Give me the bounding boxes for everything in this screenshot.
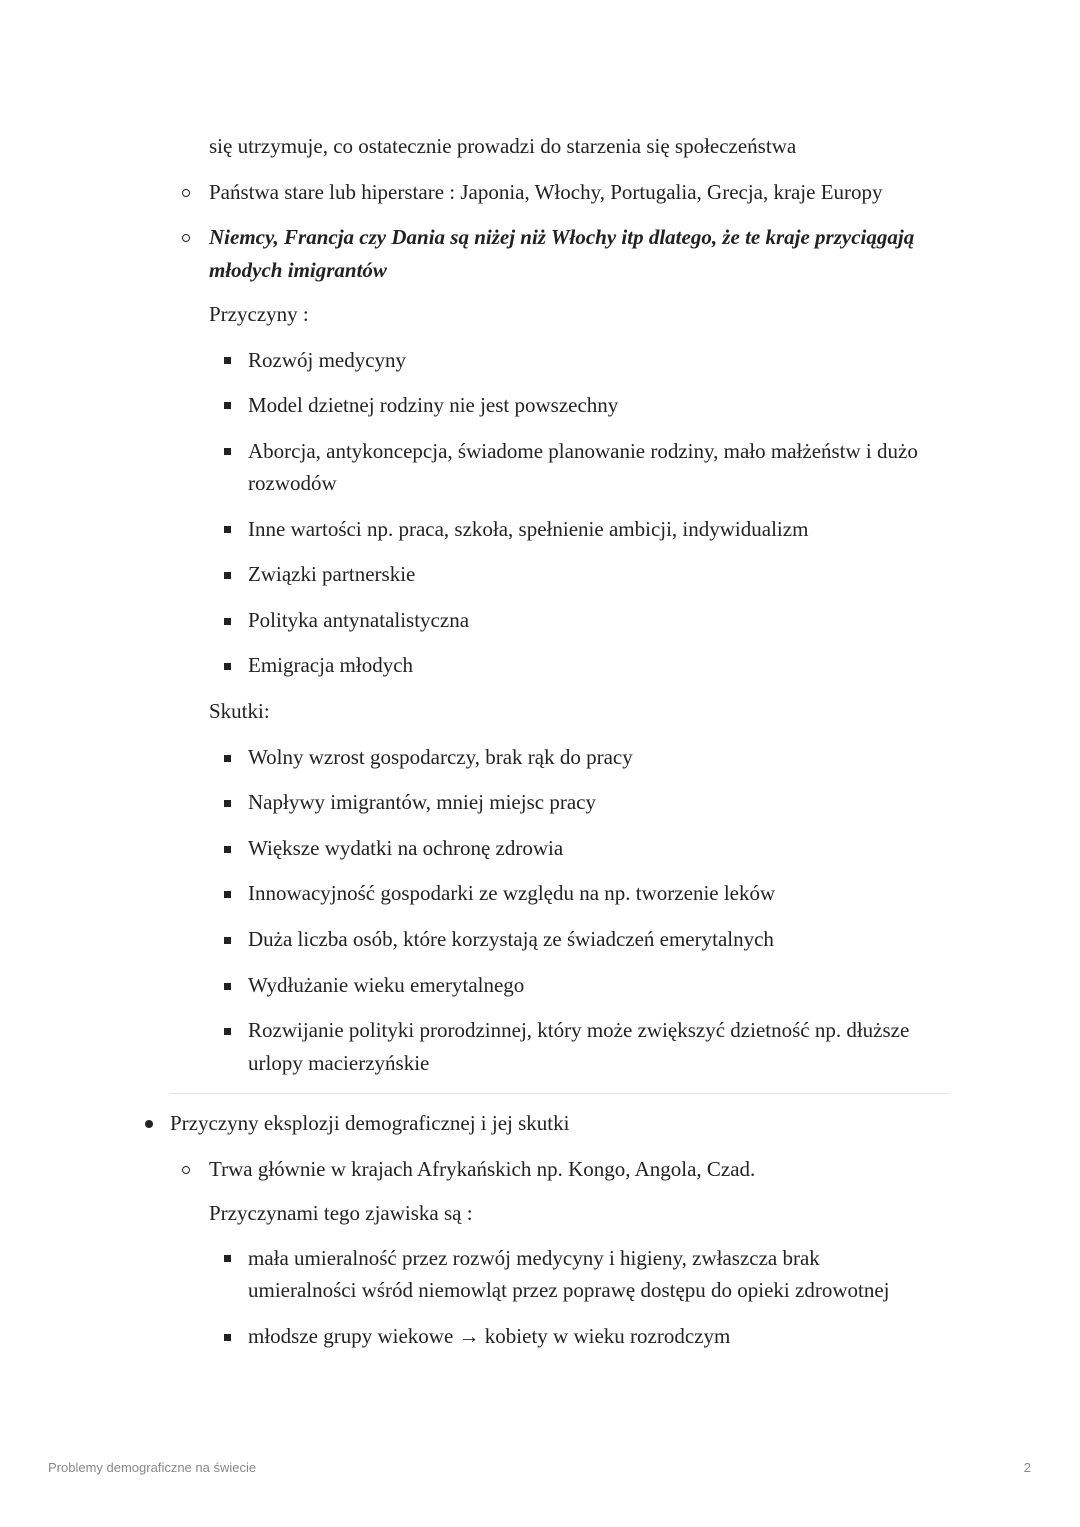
square-bullet-icon: [224, 846, 231, 853]
square-bullet-icon: [224, 891, 231, 898]
square-bullet-icon: [224, 1334, 231, 1341]
cause-item: Model dzietnej rodziny nie jest powszechny: [248, 393, 619, 417]
circle-bullet-icon: [182, 1166, 190, 1174]
square-bullet-icon: [224, 663, 231, 670]
explosion-topic: Przyczyny eksplozji demograficznej i jej skutki: [170, 1111, 570, 1135]
effect-item: Większe wydatki na ochronę zdrowia: [248, 836, 564, 860]
cause-item: Emigracja młodych: [248, 653, 414, 677]
square-bullet-icon: [224, 357, 231, 364]
old-states-item: Państwa stare lub hiperstare : Japonia, Włochy, Portugalia, Grecja, kraje Europy: [209, 180, 883, 204]
page-number: 2: [1023, 1460, 1031, 1475]
circle-bullet-icon: [182, 189, 190, 197]
explosion-causes-heading: Przyczynami tego zjawiska są :: [209, 1201, 473, 1225]
square-bullet-icon: [224, 618, 231, 625]
intro-continuation: się utrzymuje, co ostatecznie prowadzi do starzenia się społeczeństwa: [209, 134, 797, 158]
cause-item: Polityka antynatalistyczna: [248, 608, 470, 632]
square-bullet-icon: [224, 937, 231, 944]
circle-bullet-icon: [182, 234, 190, 242]
square-bullet-icon: [224, 572, 231, 579]
explosion-cause-item-continuation: umieralności wśród niemowląt przez poprawę dostępu do opieki zdrowotnej: [248, 1278, 890, 1302]
square-bullet-icon: [224, 755, 231, 762]
cause-item: Aborcja, antykoncepcja, świadome planowanie rodziny, mało małżeństw i dużo: [248, 439, 918, 463]
effect-item: Wydłużanie wieku emerytalnego: [248, 973, 525, 997]
explosion-sub: Trwa głównie w krajach Afrykańskich np. Kongo, Angola, Czad.: [209, 1157, 756, 1181]
cause-item: Inne wartości np. praca, szkoła, spełnienie ambicji, indywidualizm: [248, 517, 809, 541]
square-bullet-icon: [224, 402, 231, 409]
effect-item: Innowacyjność gospodarki ze względu na np. tworzenie leków: [248, 881, 776, 905]
square-bullet-icon: [224, 1028, 231, 1035]
square-bullet-icon: [224, 448, 231, 455]
square-bullet-icon: [224, 800, 231, 807]
section-divider: [170, 1093, 948, 1094]
emphasis-item-line-1: Niemcy, Francja czy Dania są niżej niż Włochy itp dlatego, że te kraje przyciągają: [209, 225, 915, 249]
emphasis-item-line-2: młodych imigrantów: [209, 258, 387, 282]
explosion-cause-item: młodsze grupy wiekowe → kobiety w wieku rozrodczym: [248, 1324, 731, 1348]
causes-heading: Przyczyny :: [209, 302, 309, 326]
square-bullet-icon: [224, 983, 231, 990]
effects-heading: Skutki:: [209, 699, 270, 723]
effect-item: Napływy imigrantów, mniej miejsc pracy: [248, 790, 596, 814]
cause-item: Związki partnerskie: [248, 562, 416, 586]
square-bullet-icon: [224, 1255, 231, 1262]
square-bullet-icon: [224, 526, 231, 533]
footer-title: Problemy demograficzne na świecie: [48, 1460, 257, 1475]
effect-item-continuation: urlopy macierzyńskie: [248, 1051, 430, 1075]
effect-item: Duża liczba osób, które korzystają ze świadczeń emerytalnych: [248, 927, 774, 951]
effect-item: Wolny wzrost gospodarczy, brak rąk do pracy: [248, 745, 633, 769]
cause-item-continuation: rozwodów: [248, 471, 337, 495]
cause-item: Rozwój medycyny: [248, 348, 407, 372]
effect-item: Rozwijanie polityki prorodzinnej, który może zwiększyć dzietność np. dłuższe: [248, 1018, 910, 1042]
disc-bullet-icon: [145, 1120, 153, 1128]
explosion-cause-item: mała umieralność przez rozwój medycyny i higieny, zwłaszcza brak: [248, 1246, 820, 1270]
